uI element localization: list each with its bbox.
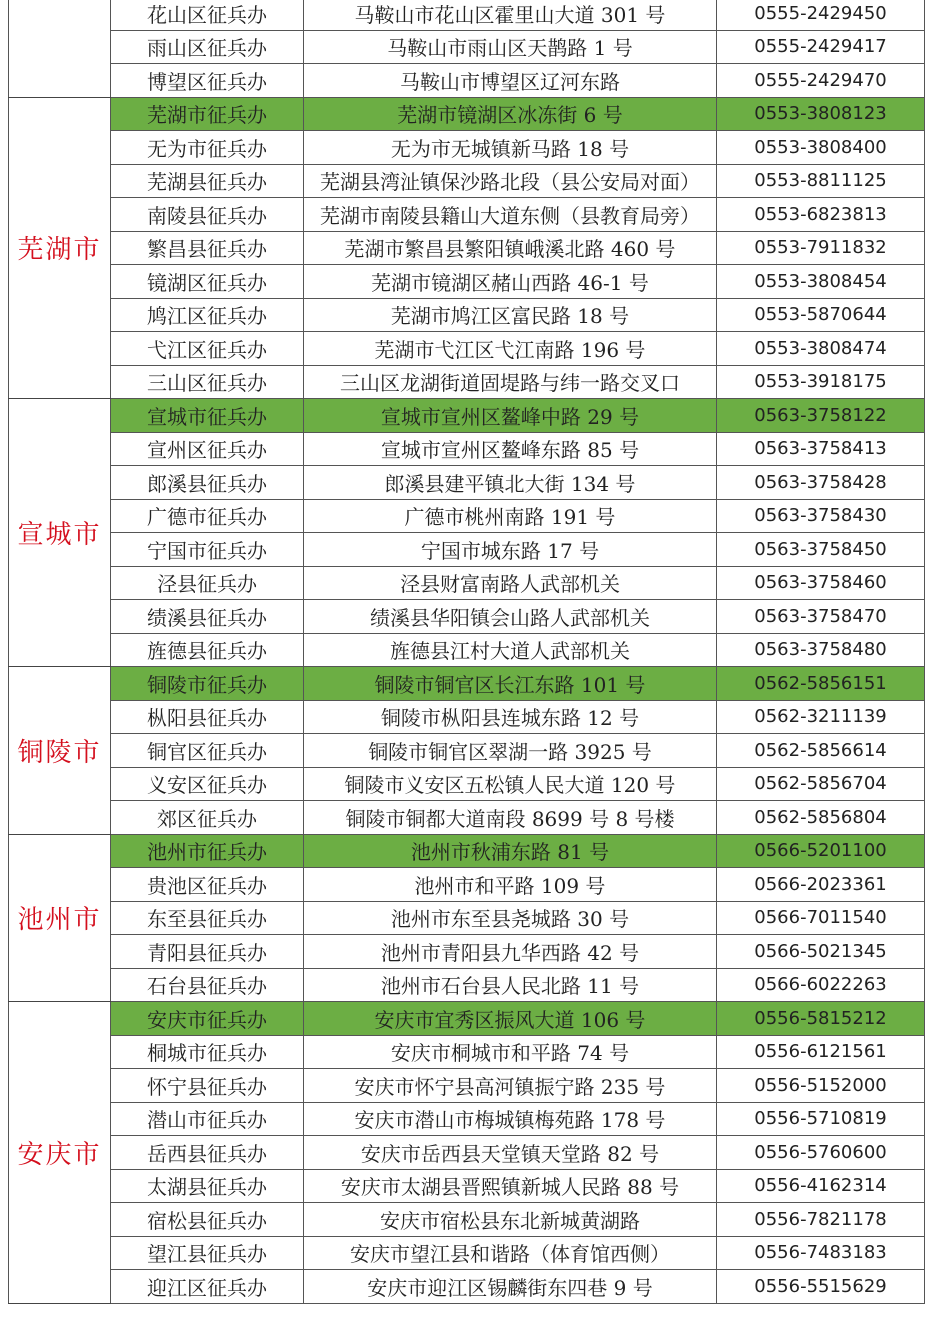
address-cell: 泾县财富南路人武部机关	[304, 566, 717, 600]
table-row	[9, 901, 925, 935]
table-row-city-office	[9, 1002, 925, 1036]
phone-cell: 0566-7011540	[717, 901, 925, 935]
office-name-cell: 岳西县征兵办	[111, 1136, 304, 1170]
phone-cell: 0553-8811125	[717, 164, 925, 198]
phone-cell: 0563-3758480	[717, 633, 925, 667]
phone-cell: 0553-7911832	[717, 231, 925, 265]
office-name-cell: 镜湖区征兵办	[111, 265, 304, 299]
phone-cell: 0556-5760600	[717, 1136, 925, 1170]
table-row	[9, 533, 925, 567]
phone-cell: 0556-6121561	[717, 1035, 925, 1069]
address-cell: 宣城市宣州区鳌峰东路 85 号	[304, 432, 717, 466]
office-name-cell: 绩溪县征兵办	[111, 600, 304, 634]
phone-cell: 0556-5515629	[717, 1270, 925, 1304]
office-name-cell: 贵池区征兵办	[111, 868, 304, 902]
office-name-cell: 义安区征兵办	[111, 767, 304, 801]
table-row	[9, 968, 925, 1002]
phone-cell: 0566-5021345	[717, 935, 925, 969]
office-name-cell: 青阳县征兵办	[111, 935, 304, 969]
table-row-city-office	[9, 97, 925, 131]
address-cell: 马鞍山市雨山区天鹊路 1 号	[304, 30, 717, 64]
phone-cell: 0553-6823813	[717, 198, 925, 232]
table-row-city-office	[9, 667, 925, 701]
phone-cell: 0556-5710819	[717, 1102, 925, 1136]
phone-cell: 0553-3808123	[717, 97, 925, 131]
table-row	[9, 868, 925, 902]
table-row	[9, 466, 925, 500]
office-name-cell: 东至县征兵办	[111, 901, 304, 935]
table-row	[9, 801, 925, 835]
address-cell: 安庆市宿松县东北新城黄湖路	[304, 1203, 717, 1237]
office-name-cell: 怀宁县征兵办	[111, 1069, 304, 1103]
phone-cell: 0563-3758460	[717, 566, 925, 600]
table-row	[9, 1169, 925, 1203]
table-row	[9, 432, 925, 466]
address-cell: 绩溪县华阳镇会山路人武部机关	[304, 600, 717, 634]
phone-cell: 0563-3758122	[717, 399, 925, 433]
office-name-cell: 宁国市征兵办	[111, 533, 304, 567]
table-row	[9, 298, 925, 332]
phone-cell: 0556-4162314	[717, 1169, 925, 1203]
address-cell: 安庆市桐城市和平路 74 号	[304, 1035, 717, 1069]
phone-cell: 0562-5856704	[717, 767, 925, 801]
address-cell: 马鞍山市博望区辽河东路	[304, 64, 717, 98]
address-cell: 旌德县江村大道人武部机关	[304, 633, 717, 667]
office-name-cell: 弋江区征兵办	[111, 332, 304, 366]
office-name-cell: 芜湖县征兵办	[111, 164, 304, 198]
phone-cell: 0563-3758413	[717, 432, 925, 466]
office-name-cell: 宿松县征兵办	[111, 1203, 304, 1237]
address-cell: 三山区龙湖街道固堤路与纬一路交叉口	[304, 365, 717, 399]
phone-cell: 0563-3758470	[717, 600, 925, 634]
address-cell: 芜湖市南陵县籍山大道东侧（县教育局旁）	[304, 198, 717, 232]
table-row	[9, 0, 925, 30]
office-name-cell: 郎溪县征兵办	[111, 466, 304, 500]
office-name-cell: 太湖县征兵办	[111, 1169, 304, 1203]
address-cell: 安庆市太湖县晋熙镇新城人民路 88 号	[304, 1169, 717, 1203]
office-name-cell: 三山区征兵办	[111, 365, 304, 399]
office-name-cell: 池州市征兵办	[111, 834, 304, 868]
office-name-cell: 郊区征兵办	[111, 801, 304, 835]
phone-cell: 0556-5815212	[717, 1002, 925, 1036]
table-body	[9, 0, 925, 1303]
phone-cell: 0562-5856151	[717, 667, 925, 701]
address-cell: 安庆市迎江区锡麟街东四巷 9 号	[304, 1270, 717, 1304]
address-cell: 安庆市岳西县天堂镇天堂路 82 号	[304, 1136, 717, 1170]
address-cell: 池州市石台县人民北路 11 号	[304, 968, 717, 1002]
phone-cell: 0553-3808400	[717, 131, 925, 165]
office-name-cell: 芜湖市征兵办	[111, 97, 304, 131]
table-row	[9, 164, 925, 198]
address-cell: 铜陵市铜都大道南段 8699 号 8 号楼	[304, 801, 717, 835]
office-name-cell: 枞阳县征兵办	[111, 700, 304, 734]
office-name-cell: 潜山市征兵办	[111, 1102, 304, 1136]
address-cell: 广德市桃州南路 191 号	[304, 499, 717, 533]
office-name-cell: 安庆市征兵办	[111, 1002, 304, 1036]
phone-cell: 0553-3808474	[717, 332, 925, 366]
office-name-cell: 南陵县征兵办	[111, 198, 304, 232]
office-name-cell: 铜陵市征兵办	[111, 667, 304, 701]
table-row	[9, 131, 925, 165]
address-cell: 安庆市望江县和谐路（体育馆西侧）	[304, 1236, 717, 1270]
address-cell: 安庆市潜山市梅城镇梅苑路 178 号	[304, 1102, 717, 1136]
office-name-cell: 铜官区征兵办	[111, 734, 304, 768]
table-row	[9, 365, 925, 399]
table-row	[9, 1270, 925, 1304]
phone-cell: 0563-3758430	[717, 499, 925, 533]
table-row	[9, 734, 925, 768]
table-row	[9, 1236, 925, 1270]
phone-cell: 0562-5856804	[717, 801, 925, 835]
office-name-cell: 繁昌县征兵办	[111, 231, 304, 265]
table-row	[9, 198, 925, 232]
office-name-cell: 雨山区征兵办	[111, 30, 304, 64]
table-row	[9, 767, 925, 801]
phone-cell: 0555-2429470	[717, 64, 925, 98]
phone-cell: 0553-5870644	[717, 298, 925, 332]
office-name-cell: 花山区征兵办	[111, 0, 304, 30]
phone-cell: 0556-5152000	[717, 1069, 925, 1103]
office-name-cell: 旌德县征兵办	[111, 633, 304, 667]
phone-cell: 0562-3211139	[717, 700, 925, 734]
table-row	[9, 1069, 925, 1103]
table-row-city-office	[9, 399, 925, 433]
city-name-cell: 芜湖市	[9, 97, 111, 399]
table-row	[9, 600, 925, 634]
address-cell: 铜陵市枞阳县连城东路 12 号	[304, 700, 717, 734]
recruitment-office-table	[8, 0, 925, 1304]
table-row	[9, 265, 925, 299]
address-cell: 铜陵市铜官区长江东路 101 号	[304, 667, 717, 701]
city-name-cell: 池州市	[9, 834, 111, 1002]
table-row	[9, 499, 925, 533]
office-name-cell: 广德市征兵办	[111, 499, 304, 533]
office-name-cell: 桐城市征兵办	[111, 1035, 304, 1069]
address-cell: 池州市青阳县九华西路 42 号	[304, 935, 717, 969]
table-row	[9, 1035, 925, 1069]
address-cell: 安庆市宜秀区振风大道 106 号	[304, 1002, 717, 1036]
address-cell: 无为市无城镇新马路 18 号	[304, 131, 717, 165]
table-row	[9, 566, 925, 600]
city-name-cell: 铜陵市	[9, 667, 111, 835]
address-cell: 池州市东至县尧城路 30 号	[304, 901, 717, 935]
office-name-cell: 泾县征兵办	[111, 566, 304, 600]
city-name-cell	[9, 0, 111, 97]
address-cell: 芜湖市镜湖区冰冻街 6 号	[304, 97, 717, 131]
address-cell: 芜湖市镜湖区赭山西路 46-1 号	[304, 265, 717, 299]
address-cell: 铜陵市义安区五松镇人民大道 120 号	[304, 767, 717, 801]
table-row	[9, 332, 925, 366]
phone-cell: 0555-2429417	[717, 30, 925, 64]
phone-cell: 0556-7483183	[717, 1236, 925, 1270]
table-row	[9, 64, 925, 98]
phone-cell: 0566-5201100	[717, 834, 925, 868]
phone-cell: 0553-3918175	[717, 365, 925, 399]
table-row	[9, 1136, 925, 1170]
office-name-cell: 石台县征兵办	[111, 968, 304, 1002]
phone-cell: 0556-7821178	[717, 1203, 925, 1237]
phone-cell: 0553-3808454	[717, 265, 925, 299]
office-name-cell: 鸠江区征兵办	[111, 298, 304, 332]
table-row-city-office	[9, 834, 925, 868]
address-cell: 宁国市城东路 17 号	[304, 533, 717, 567]
table-row	[9, 935, 925, 969]
phone-cell: 0563-3758428	[717, 466, 925, 500]
table-row	[9, 231, 925, 265]
address-cell: 芜湖市繁昌县繁阳镇峨溪北路 460 号	[304, 231, 717, 265]
address-cell: 郎溪县建平镇北大街 134 号	[304, 466, 717, 500]
address-cell: 马鞍山市花山区霍里山大道 301 号	[304, 0, 717, 30]
phone-cell: 0566-6022263	[717, 968, 925, 1002]
office-name-cell: 宣州区征兵办	[111, 432, 304, 466]
table-row	[9, 1203, 925, 1237]
address-cell: 铜陵市铜官区翠湖一路 3925 号	[304, 734, 717, 768]
table-row	[9, 700, 925, 734]
phone-cell: 0563-3758450	[717, 533, 925, 567]
office-name-cell: 望江县征兵办	[111, 1236, 304, 1270]
office-name-cell: 无为市征兵办	[111, 131, 304, 165]
address-cell: 池州市和平路 109 号	[304, 868, 717, 902]
table-row	[9, 1102, 925, 1136]
office-name-cell: 宣城市征兵办	[111, 399, 304, 433]
phone-cell: 0566-2023361	[717, 868, 925, 902]
address-cell: 宣城市宣州区鳌峰中路 29 号	[304, 399, 717, 433]
office-name-cell: 博望区征兵办	[111, 64, 304, 98]
phone-cell: 0562-5856614	[717, 734, 925, 768]
table-row	[9, 30, 925, 64]
address-cell: 安庆市怀宁县高河镇振宁路 235 号	[304, 1069, 717, 1103]
address-cell: 池州市秋浦东路 81 号	[304, 834, 717, 868]
address-cell: 芜湖市弋江区弋江南路 196 号	[304, 332, 717, 366]
office-name-cell: 迎江区征兵办	[111, 1270, 304, 1304]
table-row	[9, 633, 925, 667]
city-name-cell: 宣城市	[9, 399, 111, 667]
address-cell: 芜湖县湾沚镇保沙路北段（县公安局对面）	[304, 164, 717, 198]
address-cell: 芜湖市鸠江区富民路 18 号	[304, 298, 717, 332]
city-name-cell: 安庆市	[9, 1002, 111, 1304]
phone-cell: 0555-2429450	[717, 0, 925, 30]
